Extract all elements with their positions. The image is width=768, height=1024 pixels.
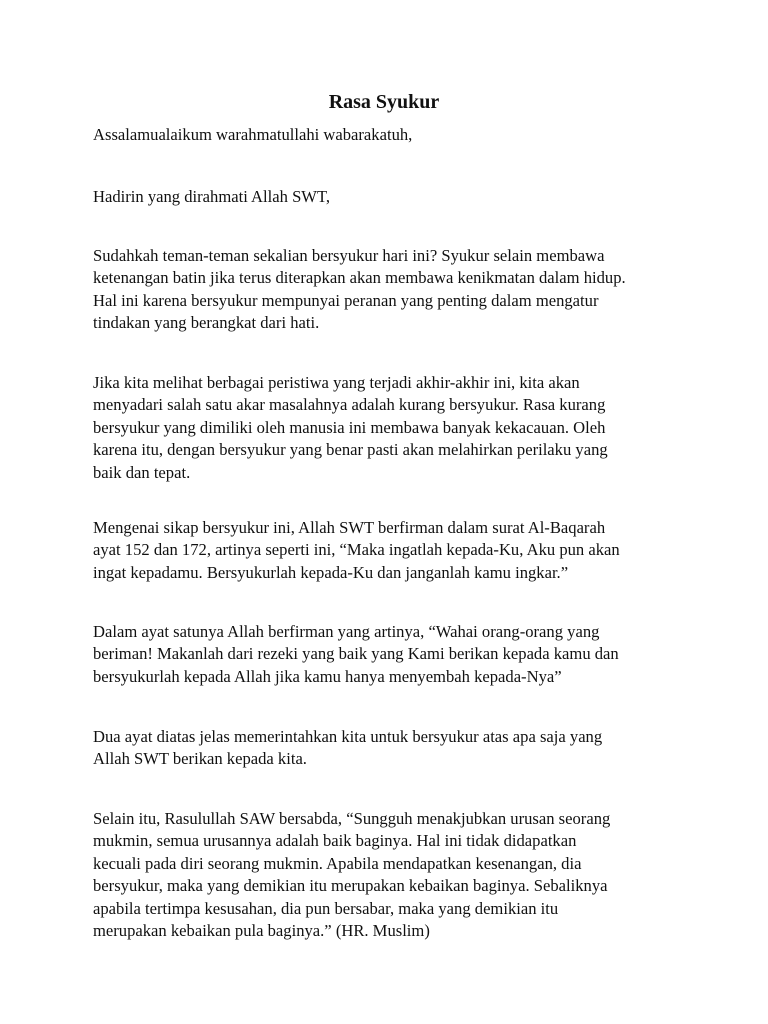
- address-line: [93, 186, 683, 208]
- greeting-text: Assalamualaikum warahmatullahi wabarakatuh,: [93, 125, 413, 144]
- paragraph-line: Sudahkah teman-teman sekalian bersyukur hari ini? Syukur selain membawa: [93, 246, 605, 265]
- paragraph-line: apabila tertimpa kesusahan, dia pun bersabar, maka yang demikian itu: [93, 898, 559, 918]
- paragraph-line: Allah SWT berikan kepada kita.: [93, 749, 307, 769]
- paragraph-line: menyadari salah satu akar masalahnya adalah kurang bersyukur. Rasa kurang: [93, 395, 606, 415]
- paragraph-line: tindakan yang berangkat dari hati.: [93, 313, 320, 333]
- paragraph-2: [93, 372, 683, 484]
- paragraph-line: Jika kita melihat berbagai peristiwa yang terjadi akhir-akhir ini, kita akan: [93, 373, 580, 392]
- paragraph-line: bersyukur yang dimiliki oleh manusia ini membawa banyak kekacauan. Oleh: [93, 417, 606, 437]
- paragraph-line: Mengenai sikap bersyukur ini, Allah SWT berfirman dalam surat Al-Baqarah: [93, 518, 606, 537]
- paragraph-line: ketenangan batin jika terus diterapkan akan membawa kenikmatan dalam hidup.: [93, 268, 626, 288]
- paragraph-6: [93, 808, 683, 942]
- address-text: Hadirin yang dirahmati Allah SWT,: [93, 187, 331, 206]
- document-title: Rasa Syukur: [328, 91, 440, 113]
- paragraph-5: [93, 726, 683, 771]
- paragraph-3: [93, 517, 683, 584]
- paragraph-line: baik dan tepat.: [93, 462, 191, 482]
- paragraph-line: ayat 152 dan 172, artinya seperti ini, “Maka ingatlah kepada-Ku, Aku pun akan: [93, 540, 620, 560]
- paragraph-line: Dua ayat diatas jelas memerintahkan kita untuk bersyukur atas apa saja yang: [93, 727, 603, 746]
- paragraph-line: Dalam ayat satunya Allah berfirman yang artinya, “Wahai orang-orang yang: [93, 622, 600, 641]
- paragraph-4: [93, 621, 683, 688]
- paragraph-line: karena itu, dengan bersyukur yang benar pasti akan melahirkan perilaku yang: [93, 440, 608, 460]
- paragraph-line: bersyukurlah kepada Allah jika kamu hanya menyembah kepada-Nya”: [93, 666, 562, 686]
- paragraph-line: ingat kepadamu. Bersyukurlah kepada-Ku dan janganlah kamu ingkar.”: [93, 562, 569, 582]
- paragraph-line: bersyukur, maka yang demikian itu merupakan kebaikan baginya. Sebaliknya: [93, 876, 608, 896]
- paragraph-line: merupakan kebaikan pula baginya.” (HR. Muslim): [93, 921, 430, 941]
- paragraph-line: Selain itu, Rasulullah SAW bersabda, “Sungguh menakjubkan urusan seorang: [93, 809, 611, 828]
- paragraph-line: Hal ini karena bersyukur mempunyai peranan yang penting dalam mengatur: [93, 290, 599, 310]
- paragraph-1: [93, 245, 683, 335]
- paragraph-line: kecuali pada diri seorang mukmin. Apabila mendapatkan kesenangan, dia: [93, 853, 582, 873]
- paragraph-line: mukmin, semua urusannya adalah baik baginya. Hal ini tidak didapatkan: [93, 831, 577, 851]
- greeting-line: [93, 124, 683, 146]
- paragraph-line: beriman! Makanlah dari rezeki yang baik yang Kami berikan kepada kamu dan: [93, 644, 619, 664]
